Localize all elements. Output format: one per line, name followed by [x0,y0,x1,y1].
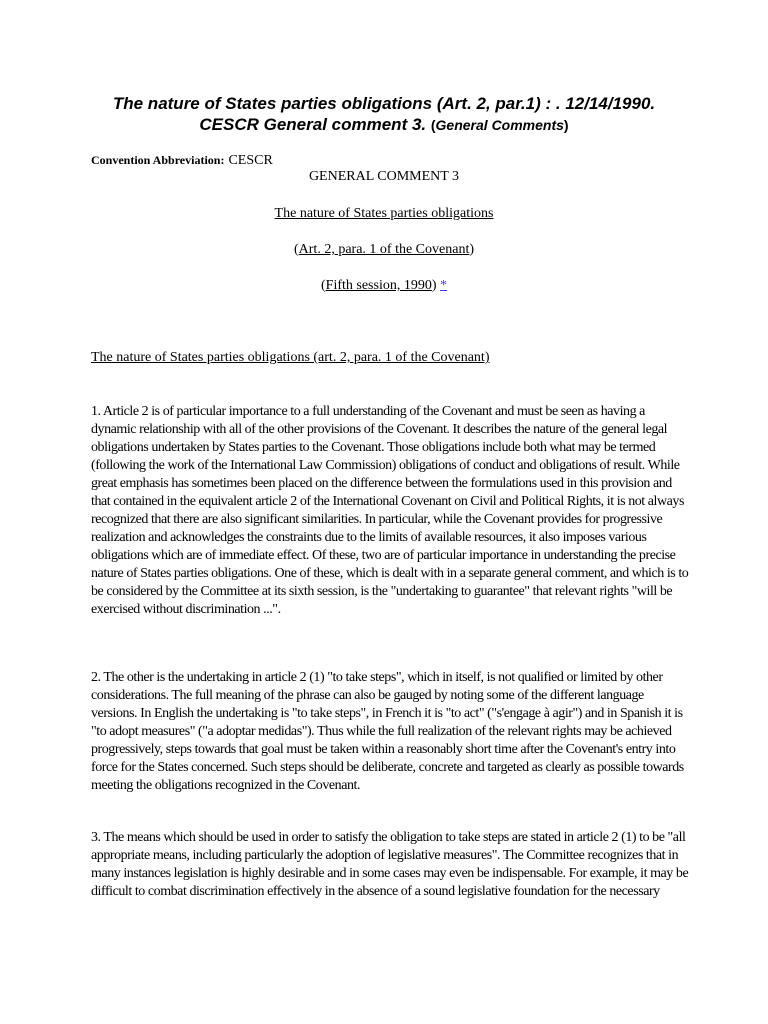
article-reference: Art. 2, para. 1 of the Covenant [298,242,470,257]
convention-abbreviation [91,151,273,169]
session-paren-close: ) [431,278,437,293]
convention-value: CESCR [228,153,273,168]
article-paren-open: ( [293,242,299,257]
title-paren-open: ( [430,117,436,133]
paragraph-2: 2. The other is the undertaking in article 2 (1) "to take steps", which in itself, is not qualified or limited by other considerations. The full meaning of the phrase can also be gauged by noting some of the different language versions. In English the undertaking is "to take steps", in French it is "to act" ("s'engage à agir") and in Spanish it is "to adopt measures" ("a adoptar medidas"). Thus while the full realization of the relevant rights may be achieved progressively, steps towards that goal must be taken within a reasonably short time after the Covenant's entry into force for the States concerned. Such steps should be deliberate, concrete and targeted as clearly as possible towards meeting the obligations recognized in the Covenant. [91,670,684,793]
subtitle: The nature of States parties obligations [274,206,494,221]
document-title-comment: CESCR General comment 3. [199,115,427,134]
title-paren-close: ) [563,117,569,133]
subtitle-line [0,205,768,223]
article-paren-close: ) [469,242,475,257]
document-title-category: General Comments [435,117,564,133]
section-heading: The nature of States parties obligations (art. 2, para. 1 of the Covenant) [91,350,490,365]
document-title-line-2 [0,114,768,136]
document-title-line-1 [0,93,768,114]
footnote-link[interactable]: * [440,278,448,293]
paragraph-1: 1. Article 2 is of particular importance to a full understanding of the Covenant and must be seen as having a dynamic relationship with all of the other provisions of the Covenant. It describes the nature of the general legal obligations undertaken by States parties to the Covenant. Those obligations include both what may be termed (following the work of the International Law Commission) obligations of conduct and obligations of result. While great emphasis has sometimes been placed on the difference between the formulations used in this provision and that contained in the equivalent article 2 of the International Covenant on Civil and Political Rights, it is not always recognized that there are also significant similarities. In particular, while the Covenant provides for progressive realization and acknowledges the constraints due to the limits of available resources, it also imposes various obligations which are of immediate effect. Of these, two are of particular importance in understanding the precise nature of States parties obligations. One of these, which is dealt with in a separate general comment, and which is to be considered by the Committee at its sixth session, is the "undertaking to guarantee" that relevant rights "will be exercised without discrimination ...". [91,404,689,617]
convention-label: Convention Abbreviation: [91,153,225,167]
paragraph-3: 3. The means which should be used in order to satisfy the obligation to take steps are stated in article 2 (1) to be "all appropriate means, including particularly the adoption of legislative measures". The Committee recognizes that in many instances legislation is highly desirable and in some cases may even be indispensable. For example, it may be difficult to combat discrimination effectively in the absence of a sound legislative foundation for the necessary [91,830,689,899]
general-comment-heading: GENERAL COMMENT 3 [308,169,460,184]
session-line [0,277,768,295]
article-reference-line [0,241,768,259]
session-paren-open: ( [320,278,326,293]
document-title-text: The nature of States parties obligations (Art. 2, par.1) : . 12/14/1990. [112,94,656,113]
session-text: Fifth session, 1990 [325,278,432,293]
